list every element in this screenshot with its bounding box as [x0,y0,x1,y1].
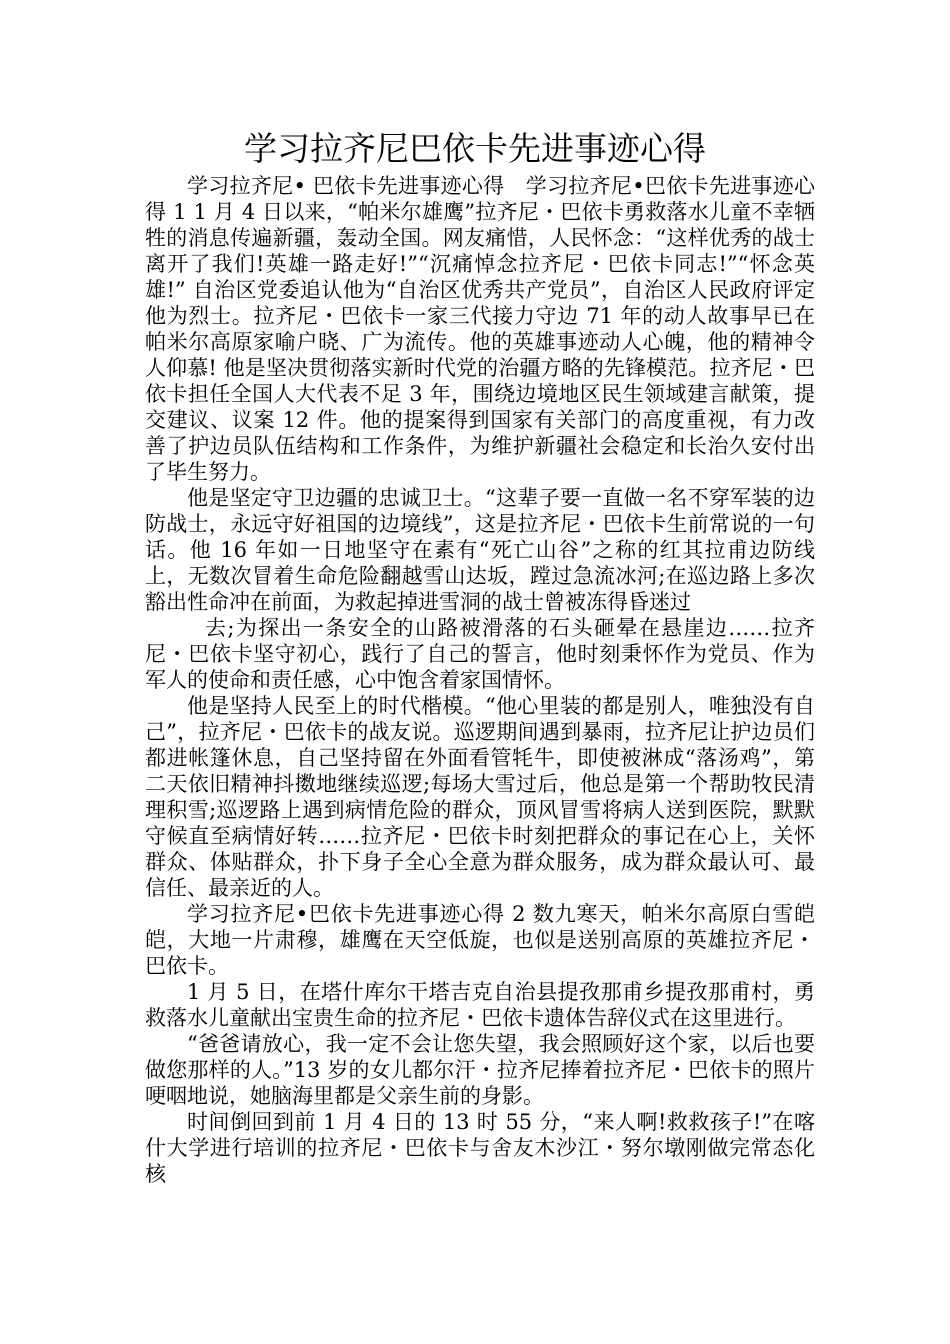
paragraph-8: 时间倒回到前 1 月 4 日的 13 时 55 分，“来人啊!救救孩子!”在喀什大学进行培训的拉齐尼・巴依卡与舍友木沙江・努尔墩刚做完常态化核 [145,1110,815,1186]
paragraph-5: 学习拉齐尼•巴依卡先进事迹心得 2 数九寒天，帕米尔高原白雪皑皑，大地一片肃穆，雄鹰在天空低旋，也似是送别高原的英雄拉齐尼・巴依卡。 [145,902,815,978]
paragraph-4: 他是坚持人民至上的时代楷模。“他心里装的都是别人，唯独没有自己”，拉齐尼・巴依卡的战友说。巡逻期间遇到暴雨，拉齐尼让护边员们都进帐篷休息，自己坚持留在外面看管牦牛，即使被淋成“落汤鸡”，第二天依旧精神抖擞地继续巡逻;每场大雪过后，他总是第一个帮助牧民清理积雪;巡逻路上遇到病情危险的群众，顶风冒雪将病人送到医院，默默守候直至病情好转……拉齐尼・巴依卡时刻把群众的事记在心上，关怀群众、体贴群众，扑下身子全心全意为群众服务，成为群众最认可、最信任、最亲近的人。 [145,694,815,900]
paragraph-7: “爸爸请放心，我一定不会让您失望，我会照顾好这个家，以后也要做您那样的人。”13 岁的女儿都尔汗・拉齐尼捧着拉齐尼・巴依卡的照片哽咽地说，她脑海里都是父亲生前的身影。 [145,1032,815,1108]
paragraph-3: 去;为探出一条安全的山路被滑落的石头砸晕在悬崖边……拉齐尼・巴依卡坚守初心，践行了自己的誓言，他时刻秉怀作为党员、作为军人的使命和责任感，心中饱含着家国情怀。 [145,616,815,692]
document-body [145,173,815,1187]
paragraph-6: 1 月 5 日，在塔什库尔干塔吉克自治县提孜那甫乡提孜那甫村，勇救落水儿童献出宝贵生命的拉齐尼・巴依卡遗体告辞仪式在这里进行。 [145,980,815,1030]
paragraph-1: 学习拉齐尼• 巴依卡先进事迹心得 学习拉齐尼•巴依卡先进事迹心得 1 1 月 4 日以来，“帕米尔雄鹰”拉齐尼・巴依卡勇救落水儿童不幸牺牲的消息传遍新疆，轰动全国。网友痛惜，人民怀念：“这样优秀的战士离开了我们!英雄一路走好!”“沉痛悼念拉齐尼・巴依卡同志!”“怀念英雄!” 自治区党委追认他为“自治区优秀共产党员”，自治区人民政府评定他为烈士。拉齐尼・巴依卡一家三代接力守边 71 年的动人故事早已在帕米尔高原家喻户晓、广为流传。他的英雄事迹动人心魄，他的精神令人仰慕! 他是坚决贯彻落实新时代党的治疆方略的先锋模范。拉齐尼・巴依卡担任全国人大代表不足 3 年，围绕边境地区民生领域建言献策，提交建议、议案 12 件。他的提案得到国家有关部门的高度重视，有力改善了护边员队伍结构和工作条件，为维护新疆社会稳定和长治久安付出了毕生努力。 [145,174,815,484]
document-title: 学习拉齐尼巴依卡先进事迹心得 [244,129,706,168]
paragraph-2: 他是坚定守卫边疆的忠诚卫士。“这辈子要一直做一名不穿军装的边防战士，永远守好祖国的边境线”，这是拉齐尼・巴依卡生前常说的一句话。他 16 年如一日地坚守在素有“死亡山谷”之称的红其拉甫边防线上，无数次冒着生命危险翻越雪山达坂，蹚过急流冰河;在巡边路上多次豁出性命冲在前面，为救起掉进雪洞的战士曾被冻得昏迷过 [145,486,815,614]
